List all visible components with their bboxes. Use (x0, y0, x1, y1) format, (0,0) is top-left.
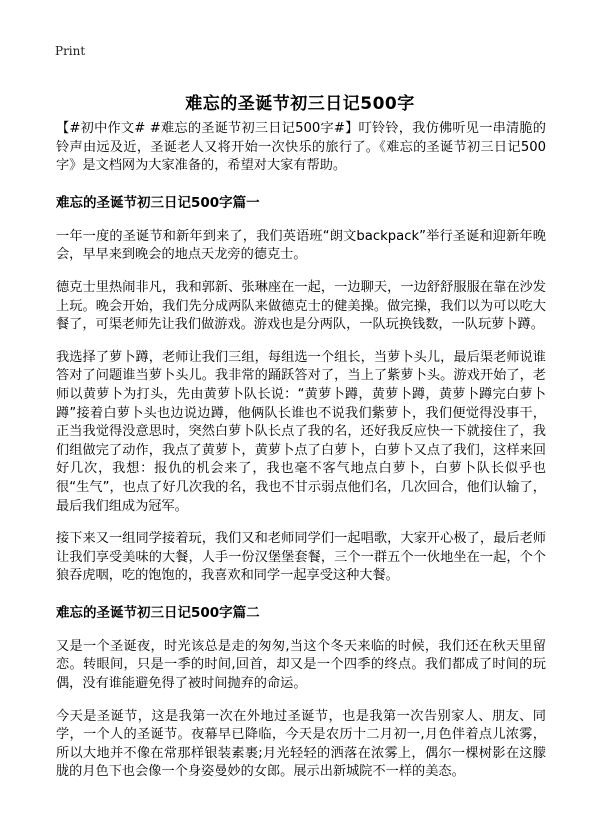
paragraph: 接下来又一组同学接着玩，我们又和老师同学们一起唱歌，大家开心极了，最后老师让我们享受美味的大餐，人手一份汉堡堡套餐，三个一群五个一伙地坐在一起，个个狼吞虎咽，吃的饱饱的，我喜欢和同学一起享受这种大餐。 (56, 531, 546, 584)
section-1 (56, 194, 546, 586)
paragraph: 一年一度的圣诞节和新年到来了，我们英语班“朗文backpack”举行圣诞和迎新年晚会，早早来到晚会的地点天龙旁的德克士。 (56, 228, 546, 263)
section-2 (56, 604, 546, 782)
print-link[interactable]: Print (55, 44, 86, 58)
paragraph: 德克士里热闹非凡，我和郭新、张琳座在一起，一边聊天，一边舒舒服服在靠在沙发上玩。晚会开始，我们先分成两队来做德克士的健美操。做完操，我们以为可以吃大餐了，可渠老师先让我们做游戏。游戏也是分两队，一队玩换钱数，一队玩萝卜蹲。 (56, 279, 546, 333)
intro-paragraph: 【#初中作文# #难忘的圣诞节初三日记500字#】叮铃铃，我仿佛听见一串清脆的铃声由远及近，圣诞老人又将开始一次快乐的旅行了。《难忘的圣诞节初三日记500字》是文档网为大家准备的，希望对大家有帮助。 (56, 121, 546, 174)
paragraph: 又是一个圣诞夜，时光该总是走的匆匆,当这个冬天来临的时候，我们还在秋天里留恋。转眼间，只是一季的时间,回首，却又是一个四季的终点。我们都成了时间的玩偶，没有谁能避免得了被时间抛弃的命运。 (56, 638, 546, 692)
section-heading: 难忘的圣诞节初三日记500字篇二 (56, 604, 260, 621)
paragraph: 今天是圣诞节，这是我第一次在外地过圣诞节，也是我第一次告别家人、朋友、同学，一个人的圣诞节。夜幕早已降临，今天是农历十二月初一,月色伴着点儿浓雾，所以大地并不像在常那样银装素裹;月光轻轻的洒落在浓雾上，偶尔一棵树影在这朦胧的月色下也会像一个身姿曼妙的女郎。展示出新城院不一样的美态。 (56, 708, 546, 780)
section-heading: 难忘的圣诞节初三日记500字篇一 (56, 194, 260, 211)
paragraph: 我选择了萝卜蹲，老师让我们三组，每组选一个组长，当萝卜头儿，最后渠老师说谁答对了问题谁当萝卜头儿。我非常的踊跃答对了，当上了紫萝卜头。游戏开始了，老师以黄萝卜为打头，先由黄萝卜队长说：“黄萝卜蹲，黄萝卜蹲，黄萝卜蹲完白萝卜蹲”接着白萝卜头也边说边蹲，他俩队长谁也不说我们紫萝卜，我们便觉得没事干，正当我觉得没意思时，突然白萝卜队长点了我的名，还好我反应快一下就接住了，我们组做完了动作，我点了黄萝卜，黄萝卜点了白萝卜，白萝卜又点了我们，这样来回好几次，我想：报仇的机会来了，我也毫不客气地点白萝卜，白萝卜队长似乎也很“生气”，也点了好几次我的名，我也不甘示弱点他们名，几次回合，他们认输了，最后我们组成为冠军。 (56, 349, 546, 514)
article-body (56, 120, 546, 796)
page-title: 难忘的圣诞节初三日记500字 (185, 94, 415, 115)
